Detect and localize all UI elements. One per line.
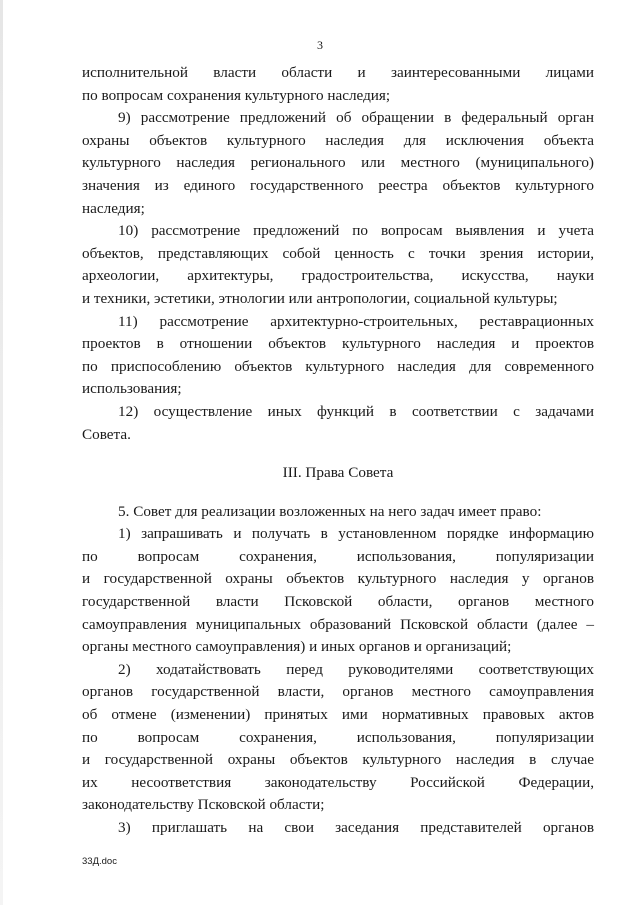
file-name-footer: 33Д.doc bbox=[82, 856, 117, 867]
text-line: 3) приглашать на свои заседания представителей органов bbox=[118, 819, 594, 836]
text-line: значения из единого государственного реестра объектов культурного bbox=[82, 176, 594, 194]
text-line: органов государственной власти, органов местного самоуправления bbox=[82, 683, 594, 701]
text-line: и государственной охраны объектов культурного наследия в случае bbox=[82, 751, 594, 769]
page-number: 3 bbox=[317, 38, 323, 52]
text-line: 11) рассмотрение архитектурно-строительных, реставрационных bbox=[118, 312, 594, 330]
text-line: наследия; bbox=[82, 199, 145, 217]
scan-edge bbox=[0, 0, 3, 905]
text-line: охраны объектов культурного наследия для исключения объекта bbox=[82, 131, 594, 149]
text-line: по вопросам сохранения, использования, популяризации bbox=[82, 547, 594, 565]
text-line: и техники, эстетики, этнологии или антропологии, социальной культуры; bbox=[82, 289, 558, 307]
text-line: и государственной охраны объектов культурного наследия у органов bbox=[82, 570, 594, 588]
text-line: 5. Совет для реализации возложенных на него задач имеет право: bbox=[118, 502, 542, 520]
text-line: законодательству Псковской области; bbox=[82, 796, 325, 814]
text-line: по приспособлению объектов культурного наследия для современного bbox=[82, 357, 594, 375]
text-line: об отмене (изменении) принятых ими нормативных правовых актов bbox=[82, 706, 594, 724]
paragraph-block-functions bbox=[82, 62, 594, 446]
paragraph-block-rights bbox=[82, 501, 594, 840]
text-line: объектов, представляющих собой ценность с точки зрения истории, bbox=[82, 244, 594, 262]
text-line: 2) ходатайствовать перед руководителями соответствующих bbox=[118, 660, 594, 678]
text-line: органы местного самоуправления) и иных органов и организаций; bbox=[82, 638, 512, 656]
text-line: самоуправления муниципальных образований Псковской области (далее – bbox=[82, 615, 594, 633]
text-line: культурного наследия регионального или местного (муниципального) bbox=[82, 154, 594, 172]
text-line: их несоответствия законодательству Российской Федерации, bbox=[82, 773, 594, 791]
text-line: 9) рассмотрение предложений об обращении в федеральный орган bbox=[118, 109, 594, 127]
text-line: Совета. bbox=[82, 425, 131, 443]
section-heading: III. Права Совета bbox=[282, 464, 394, 482]
text-line: археологии, архитектуры, градостроительства, искусства, науки bbox=[82, 267, 594, 285]
text-line: 1) запрашивать и получать в установленном порядке информацию bbox=[118, 525, 594, 543]
document-body bbox=[82, 62, 594, 840]
text-line: по вопросам сохранения, использования, популяризации bbox=[82, 728, 594, 746]
text-line: проектов в отношении объектов культурного наследия и проектов bbox=[82, 335, 594, 353]
text-line: 10) рассмотрение предложений по вопросам выявления и учета bbox=[118, 222, 594, 240]
text-line: 12) осуществление иных функций в соответствии с задачами bbox=[118, 402, 594, 420]
text-line: государственной власти Псковской области, органов местного bbox=[82, 593, 594, 611]
text-line: исполнительной власти области и заинтересованными лицами bbox=[82, 64, 594, 81]
text-line: использования; bbox=[82, 380, 182, 398]
text-line: по вопросам сохранения культурного наследия; bbox=[82, 86, 391, 104]
